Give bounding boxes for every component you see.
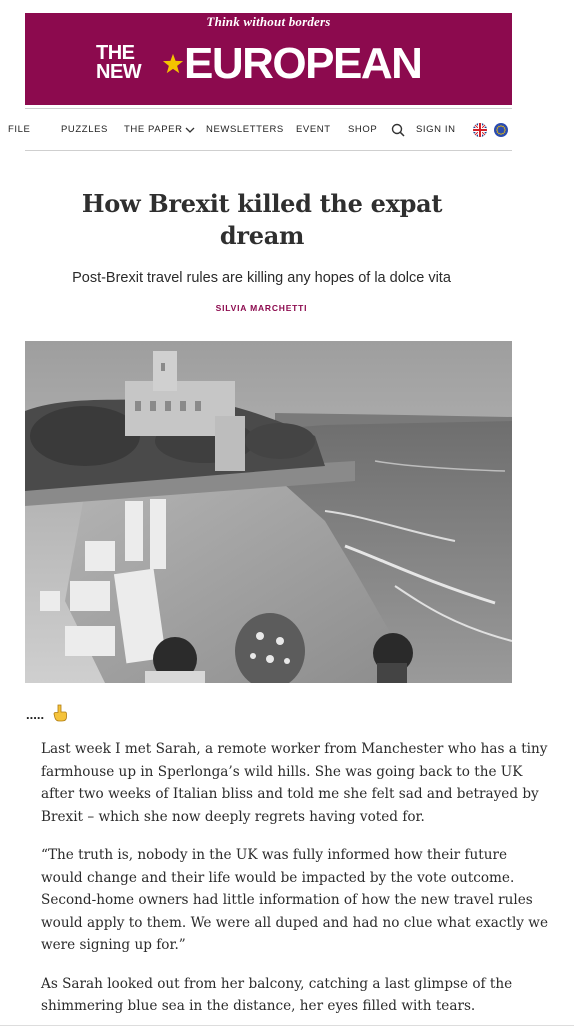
page-bottom-divider <box>0 1025 574 1026</box>
logo-line-new: NEW <box>96 61 142 83</box>
article-standfirst: Post-Brexit travel rules are killing any hopes of la dolce vita <box>72 270 451 286</box>
article-body <box>41 738 551 1034</box>
nav-bottom-divider <box>25 150 512 151</box>
eu-flag-icon[interactable] <box>494 123 508 137</box>
sign-in-link[interactable]: SIGN IN <box>416 124 456 135</box>
logo-text-european: EUROPEAN <box>184 39 422 88</box>
logo-line-the: THE <box>96 42 135 64</box>
nav-item-newsletters[interactable]: NEWSLETTERS <box>206 124 284 135</box>
article-paragraph: Last week I met Sarah, a remote worker from Manchester who has a tiny farmhouse up in Sperlonga’s wild hills. She was going back to the UK after two weeks of Italian bliss and told me she felt sad and betrayed by Brexit – which she now deeply regrets having voted for. <box>41 741 548 825</box>
nav-item-the-paper[interactable]: THE PAPER <box>124 124 183 135</box>
nav-item-file[interactable]: FILE <box>8 124 31 135</box>
pointing-down-hand-icon <box>53 704 67 722</box>
site-logo[interactable] <box>96 39 436 88</box>
nav-item-shop[interactable]: SHOP <box>348 124 378 135</box>
logo-text-the-new <box>96 44 141 82</box>
article-hero-image <box>25 341 512 683</box>
masthead-tagline: Think without borders <box>206 14 331 29</box>
article-paragraph: As Sarah looked out from her balcony, catching a last glimpse of the shimmering blue sea in the distance, her eyes filled with tears. <box>41 975 513 1014</box>
nav-item-puzzles[interactable]: PUZZLES <box>61 124 108 135</box>
star-icon <box>162 53 184 75</box>
search-icon[interactable] <box>391 123 405 137</box>
article-paragraph: “The truth is, nobody in the UK was fully informed how their future would change and their life would be impacted by the vote outcome. Second-home owners had little information of how the new travel rules would apply to them. We were all duped and had no clue what exactly we were signing up for.” <box>41 847 548 953</box>
chevron-down-icon[interactable] <box>185 126 195 134</box>
article-byline[interactable]: SILVIA MARCHETTI <box>215 303 308 313</box>
uk-flag-icon[interactable] <box>473 123 487 137</box>
main-nav <box>0 120 520 142</box>
nav-top-divider <box>25 108 512 109</box>
article-headline: How Brexit killed the expat dream <box>81 189 443 250</box>
nav-item-event[interactable]: EVENT <box>296 124 331 135</box>
masthead-banner[interactable] <box>25 13 512 105</box>
lead-in-dots: ..... <box>26 707 45 722</box>
